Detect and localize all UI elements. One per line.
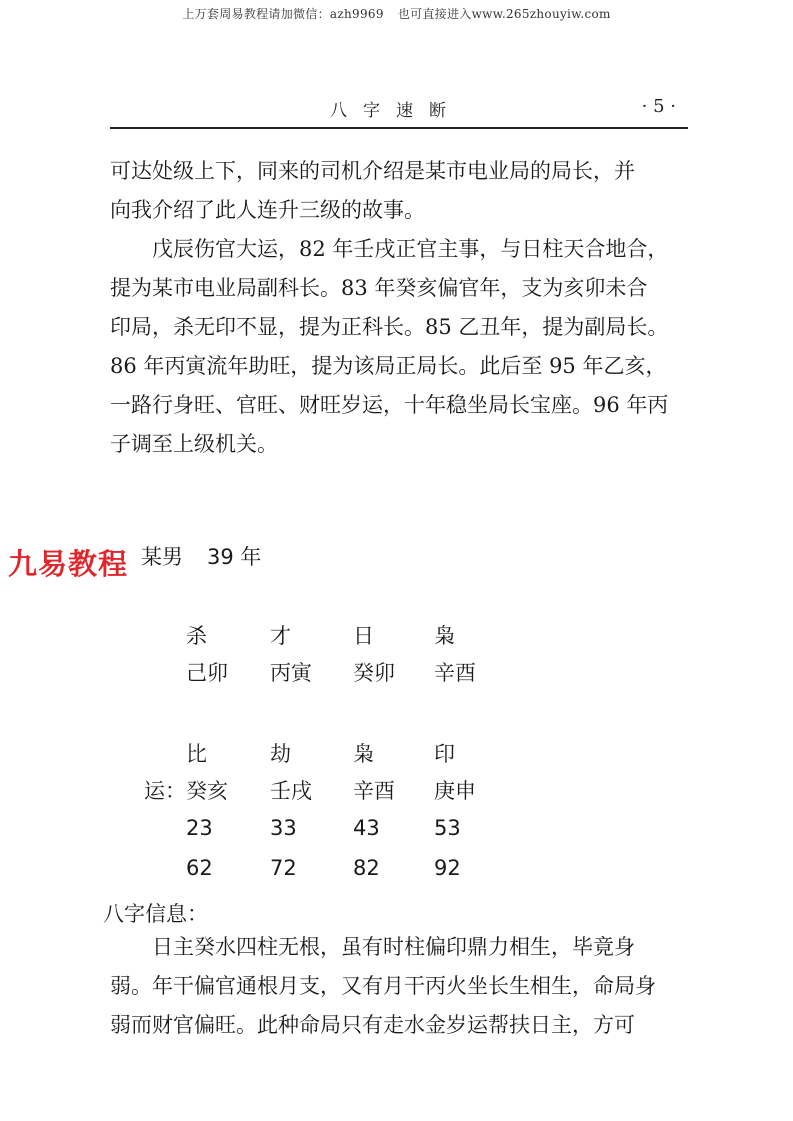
luck-ten-god-4: 印 xyxy=(434,742,455,766)
natal-pillar-year: 己卯 xyxy=(186,661,228,685)
natal-pillar-hour: 辛酉 xyxy=(434,661,476,685)
text-line: 弱而财官偏旺。此种命局只有走水金岁运帮扶日主，方可 xyxy=(110,1013,635,1037)
section-heading: 八字信息： xyxy=(103,902,208,926)
text-line: 可达处级上下，同来的司机介绍是某市电业局的局长，并 xyxy=(110,159,635,183)
header-rule xyxy=(110,127,688,129)
natal-pillar-month: 丙寅 xyxy=(270,661,312,685)
text-line: 一路行身旺、官旺、财旺岁运，十年稳坐局长宝座。96 年丙 xyxy=(110,393,669,417)
text-line: 86 年丙寅流年助旺，提为该局正局长。此后至 95 年乙亥， xyxy=(110,354,667,378)
text-line: 提为某市电业局副科长。83 年癸亥偏官年，支为亥卯未合 xyxy=(110,276,648,300)
luck-start-age-4: 53 xyxy=(434,816,461,840)
luck-ten-god-1: 比 xyxy=(186,742,207,766)
luck-start-age-3: 43 xyxy=(353,816,380,840)
watermark-text-wechat: 上万套周易教程请加微信：azh9969 xyxy=(182,7,384,21)
luck-pillar-2: 壬戌 xyxy=(270,779,312,803)
text-line: 向我介绍了此人连升三级的故事。 xyxy=(110,198,425,222)
natal-ten-god-hour: 枭 xyxy=(434,624,455,648)
natal-ten-god-year: 杀 xyxy=(186,624,207,648)
luck-ten-god-3: 枭 xyxy=(353,742,374,766)
body-paragraph-info xyxy=(110,928,690,1045)
case-birth-year: 39 年 xyxy=(207,545,262,569)
luck-label: 运： xyxy=(144,779,186,803)
natal-ten-god-day: 日 xyxy=(353,624,374,648)
brand-watermark: 九易教程 xyxy=(8,547,129,581)
luck-pillar-4: 庚申 xyxy=(434,779,476,803)
text-line: 日主癸水四柱无根，虽有时柱偏印鼎力相生，毕竟身 xyxy=(110,935,635,959)
luck-start-age-1: 23 xyxy=(186,816,213,840)
text-line: 戊辰伤官大运，82 年壬戌正官主事，与日柱天合地合， xyxy=(110,237,669,261)
body-paragraph-top xyxy=(110,152,690,464)
luck-start-age-2: 33 xyxy=(270,816,297,840)
watermark-text-site: 也可直接进入www.265zhouyiw.com xyxy=(397,7,611,21)
natal-pillar-day: 癸卯 xyxy=(353,661,395,685)
luck-pillar-3: 辛酉 xyxy=(353,779,395,803)
luck-later-age-4: 92 xyxy=(434,856,461,880)
page-number: · 5 · xyxy=(641,96,676,117)
book-title: 八字速断 xyxy=(330,101,462,121)
luck-later-age-3: 82 xyxy=(353,856,380,880)
text-line: 子调至上级机关。 xyxy=(110,432,278,456)
case-label xyxy=(141,541,261,571)
luck-later-age-2: 72 xyxy=(270,856,297,880)
luck-later-age-1: 62 xyxy=(186,856,213,880)
watermark-banner xyxy=(0,5,793,22)
case-subject: 某男 xyxy=(141,545,183,569)
luck-ten-god-2: 劫 xyxy=(270,742,291,766)
luck-pillar-1: 癸亥 xyxy=(186,779,228,803)
text-line: 弱。年干偏官通根月支，又有月干丙火坐长生相生，命局身 xyxy=(110,974,656,998)
running-head xyxy=(110,96,688,120)
text-line: 印局，杀无印不显，提为正科长。85 乙丑年，提为副局长。 xyxy=(110,315,669,339)
natal-ten-god-month: 才 xyxy=(270,624,291,648)
